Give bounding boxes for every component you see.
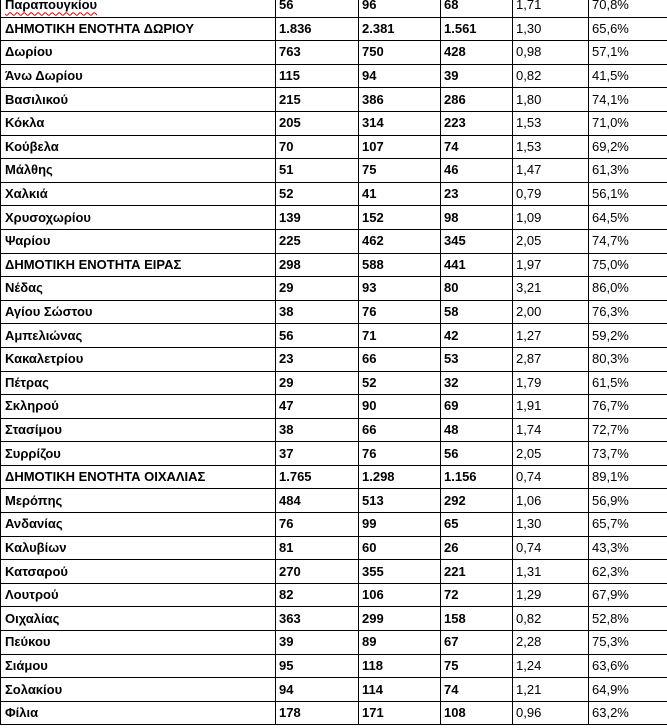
- table-row: [1, 631, 667, 655]
- table-row: [1, 371, 667, 395]
- table-cell-a: 139: [276, 206, 359, 230]
- table-cell-b: 52: [359, 371, 441, 395]
- table-cell-name: Ανδανίας: [1, 513, 276, 537]
- table-cell-c: 80: [441, 277, 513, 301]
- table-cell-name: Αμπελιώνας: [1, 324, 276, 348]
- table-cell-e: 61,5%: [589, 371, 667, 395]
- table-cell-c: 158: [441, 607, 513, 631]
- table-cell-d: 1,79: [513, 371, 589, 395]
- table-cell-b: 2.381: [359, 17, 441, 41]
- table-cell-c: 108: [441, 701, 513, 725]
- table-row: [1, 395, 667, 419]
- table-cell-b: 107: [359, 135, 441, 159]
- table-cell-name: Πέτρας: [1, 371, 276, 395]
- table-cell-e: 41,5%: [589, 64, 667, 88]
- table-cell-a: 115: [276, 64, 359, 88]
- table-cell-b: 314: [359, 111, 441, 135]
- table-cell-c: 46: [441, 159, 513, 183]
- table-cell-e: 75,3%: [589, 631, 667, 655]
- table-cell-d: 2,00: [513, 300, 589, 324]
- table-row: [1, 465, 667, 489]
- table-cell-d: 0,82: [513, 64, 589, 88]
- table-cell-c: 223: [441, 111, 513, 135]
- table-cell-name: Κατσαρού: [1, 560, 276, 584]
- table-cell-a: 763: [276, 41, 359, 65]
- table-row: [1, 277, 667, 301]
- table-cell-b: 93: [359, 277, 441, 301]
- table-cell-e: 74,1%: [589, 88, 667, 112]
- table-cell-a: 82: [276, 583, 359, 607]
- table-row: [1, 111, 667, 135]
- table-cell-d: 1,30: [513, 513, 589, 537]
- table-cell-a: 94: [276, 678, 359, 702]
- table-cell-c: 53: [441, 347, 513, 371]
- table-cell-c: 39: [441, 64, 513, 88]
- table-cell-c: 74: [441, 135, 513, 159]
- spellcheck-flagged-text: Παραπουγκίου: [5, 0, 98, 13]
- table-cell-b: 355: [359, 560, 441, 584]
- table-cell-d: 1,74: [513, 418, 589, 442]
- table-row: [1, 253, 667, 277]
- table-row: [1, 324, 667, 348]
- table-cell-b: 171: [359, 701, 441, 725]
- table-cell-name: ΔΗΜΟΤΙΚΗ ΕΝΟΤΗΤΑ ΟΙΧΑΛΙΑΣ: [1, 465, 276, 489]
- table-cell-name: Νέδας: [1, 277, 276, 301]
- table-row: [1, 489, 667, 513]
- table-row: [1, 0, 667, 17]
- table-cell-name: Βασιλικού: [1, 88, 276, 112]
- table-row: [1, 229, 667, 253]
- table-cell-b: 106: [359, 583, 441, 607]
- table-row: [1, 701, 667, 725]
- table-cell-a: 37: [276, 442, 359, 466]
- table-cell-d: 1,06: [513, 489, 589, 513]
- table-cell-name: ΔΗΜΟΤΙΚΗ ΕΝΟΤΗΤΑ ΔΩΡΙΟΥ: [1, 17, 276, 41]
- table-cell-a: 215: [276, 88, 359, 112]
- table-cell-d: 1,71: [513, 0, 589, 17]
- table-cell-e: 73,7%: [589, 442, 667, 466]
- table-cell-e: 70,8%: [589, 0, 667, 17]
- table-cell-name: Άνω Δωρίου: [1, 64, 276, 88]
- table-cell-a: 225: [276, 229, 359, 253]
- table-cell-e: 76,7%: [589, 395, 667, 419]
- table-cell-b: 94: [359, 64, 441, 88]
- table-cell-a: 39: [276, 631, 359, 655]
- table-cell-c: 58: [441, 300, 513, 324]
- table-cell-name: Χρυσοχωρίου: [1, 206, 276, 230]
- table-cell-c: 74: [441, 678, 513, 702]
- table-cell-a: 56: [276, 0, 359, 17]
- table-cell-a: 29: [276, 371, 359, 395]
- table-cell-e: 63,6%: [589, 654, 667, 678]
- table-cell-name: Σιάμου: [1, 654, 276, 678]
- table-cell-d: 1,21: [513, 678, 589, 702]
- table-cell-b: 462: [359, 229, 441, 253]
- table-cell-d: 0,96: [513, 701, 589, 725]
- table-cell-e: 71,0%: [589, 111, 667, 135]
- table-cell-d: 1,97: [513, 253, 589, 277]
- table-cell-a: 270: [276, 560, 359, 584]
- table-cell-b: 96: [359, 0, 441, 17]
- table-cell-name: Σκληρού: [1, 395, 276, 419]
- table-cell-d: 1,24: [513, 654, 589, 678]
- table-row: [1, 607, 667, 631]
- table-cell-e: 72,7%: [589, 418, 667, 442]
- table-cell-d: 1,80: [513, 88, 589, 112]
- table-cell-b: 71: [359, 324, 441, 348]
- table-cell-b: 750: [359, 41, 441, 65]
- table-cell-name: Μάλθης: [1, 159, 276, 183]
- table-cell-a: 81: [276, 536, 359, 560]
- table-row: [1, 513, 667, 537]
- table-cell-a: 363: [276, 607, 359, 631]
- table-cell-name: Στασίμου: [1, 418, 276, 442]
- table-row: [1, 159, 667, 183]
- table-cell-e: 64,9%: [589, 678, 667, 702]
- table-cell-a: 38: [276, 418, 359, 442]
- table-cell-a: 23: [276, 347, 359, 371]
- table-cell-d: 2,28: [513, 631, 589, 655]
- table-cell-d: 1,91: [513, 395, 589, 419]
- table-cell-d: 1,31: [513, 560, 589, 584]
- table-cell-d: 1,09: [513, 206, 589, 230]
- table-cell-d: 3,21: [513, 277, 589, 301]
- table-cell-c: 32: [441, 371, 513, 395]
- table-cell-c: 68: [441, 0, 513, 17]
- table-cell-b: 76: [359, 300, 441, 324]
- table-row: [1, 88, 667, 112]
- table-cell-c: 1.561: [441, 17, 513, 41]
- table-cell-a: 205: [276, 111, 359, 135]
- table-cell-b: 60: [359, 536, 441, 560]
- table-cell-e: 62,3%: [589, 560, 667, 584]
- table-cell-e: 67,9%: [589, 583, 667, 607]
- table-row: [1, 560, 667, 584]
- table-row: [1, 347, 667, 371]
- table-cell-c: 67: [441, 631, 513, 655]
- table-cell-b: 118: [359, 654, 441, 678]
- table-cell-e: 64,5%: [589, 206, 667, 230]
- table-row: [1, 654, 667, 678]
- table-cell-name: Φίλια: [1, 701, 276, 725]
- table-cell-c: 23: [441, 182, 513, 206]
- table-cell-e: 80,3%: [589, 347, 667, 371]
- table-cell-name: Κόκλα: [1, 111, 276, 135]
- table-cell-e: 63,2%: [589, 701, 667, 725]
- table-cell-e: 74,7%: [589, 229, 667, 253]
- table-cell-name: Ψαρίου: [1, 229, 276, 253]
- table-cell-a: 38: [276, 300, 359, 324]
- table-cell-c: 221: [441, 560, 513, 584]
- table-cell-b: 75: [359, 159, 441, 183]
- table-cell-b: 588: [359, 253, 441, 277]
- table-cell-name: Οιχαλίας: [1, 607, 276, 631]
- table-cell-e: 56,9%: [589, 489, 667, 513]
- table-cell-b: 386: [359, 88, 441, 112]
- table-cell-name: [1, 0, 276, 17]
- table-row: [1, 64, 667, 88]
- table-cell-b: 41: [359, 182, 441, 206]
- table-cell-d: 1,27: [513, 324, 589, 348]
- table-cell-d: 0,79: [513, 182, 589, 206]
- table-cell-a: 1.765: [276, 465, 359, 489]
- table-cell-name: Πεύκου: [1, 631, 276, 655]
- table-row: [1, 17, 667, 41]
- table-cell-a: 51: [276, 159, 359, 183]
- table-cell-name: Κακαλετρίου: [1, 347, 276, 371]
- table-cell-d: 0,74: [513, 536, 589, 560]
- table-cell-name: Χαλκιά: [1, 182, 276, 206]
- table-row: [1, 182, 667, 206]
- table-cell-d: 0,82: [513, 607, 589, 631]
- table-cell-e: 65,7%: [589, 513, 667, 537]
- table-row: [1, 135, 667, 159]
- table-cell-c: 48: [441, 418, 513, 442]
- table-cell-b: 114: [359, 678, 441, 702]
- table-cell-a: 56: [276, 324, 359, 348]
- table-cell-name: Μερόπης: [1, 489, 276, 513]
- table-row: [1, 442, 667, 466]
- table-cell-c: 292: [441, 489, 513, 513]
- table-cell-b: 99: [359, 513, 441, 537]
- table-cell-e: 56,1%: [589, 182, 667, 206]
- table-cell-b: 66: [359, 347, 441, 371]
- table-cell-name: ΔΗΜΟΤΙΚΗ ΕΝΟΤΗΤΑ ΕΙΡΑΣ: [1, 253, 276, 277]
- table-cell-d: 1,53: [513, 111, 589, 135]
- table-cell-c: 428: [441, 41, 513, 65]
- table-cell-a: 178: [276, 701, 359, 725]
- table-row: [1, 41, 667, 65]
- table-cell-d: 0,74: [513, 465, 589, 489]
- table-row: [1, 300, 667, 324]
- table-cell-b: 89: [359, 631, 441, 655]
- table-cell-e: 69,2%: [589, 135, 667, 159]
- table-cell-c: 56: [441, 442, 513, 466]
- table-cell-d: 2,87: [513, 347, 589, 371]
- table-cell-name: Λουτρού: [1, 583, 276, 607]
- table-cell-e: 52,8%: [589, 607, 667, 631]
- table-cell-c: 69: [441, 395, 513, 419]
- table-cell-a: 76: [276, 513, 359, 537]
- table-cell-a: 95: [276, 654, 359, 678]
- table-cell-a: 47: [276, 395, 359, 419]
- table-cell-e: 89,1%: [589, 465, 667, 489]
- table-cell-e: 75,0%: [589, 253, 667, 277]
- table-cell-e: 43,3%: [589, 536, 667, 560]
- table-cell-e: 76,3%: [589, 300, 667, 324]
- table-cell-d: 1,30: [513, 17, 589, 41]
- table-cell-name: Σολακίου: [1, 678, 276, 702]
- table-cell-e: 59,2%: [589, 324, 667, 348]
- table-cell-d: 0,98: [513, 41, 589, 65]
- table-cell-b: 513: [359, 489, 441, 513]
- table-cell-b: 90: [359, 395, 441, 419]
- table-cell-name: Αγίου Σώστου: [1, 300, 276, 324]
- table-cell-b: 152: [359, 206, 441, 230]
- table-cell-d: 2,05: [513, 442, 589, 466]
- table-cell-d: 1,29: [513, 583, 589, 607]
- table-cell-name: Καλυβίων: [1, 536, 276, 560]
- table-row: [1, 206, 667, 230]
- table-cell-b: 66: [359, 418, 441, 442]
- table-cell-e: 86,0%: [589, 277, 667, 301]
- table-cell-d: 1,53: [513, 135, 589, 159]
- table-cell-a: 1.836: [276, 17, 359, 41]
- table-body: [1, 0, 667, 725]
- table-cell-b: 299: [359, 607, 441, 631]
- table-cell-a: 298: [276, 253, 359, 277]
- table-cell-c: 26: [441, 536, 513, 560]
- table-row: [1, 418, 667, 442]
- table-cell-d: 2,05: [513, 229, 589, 253]
- table-cell-name: Δωρίου: [1, 41, 276, 65]
- table-cell-e: 65,6%: [589, 17, 667, 41]
- table-cell-a: 29: [276, 277, 359, 301]
- table-cell-c: 441: [441, 253, 513, 277]
- table-cell-c: 1.156: [441, 465, 513, 489]
- table-cell-b: 1.298: [359, 465, 441, 489]
- table-cell-c: 98: [441, 206, 513, 230]
- table-cell-e: 61,3%: [589, 159, 667, 183]
- table-cell-a: 70: [276, 135, 359, 159]
- table-cell-name: Συρρίζου: [1, 442, 276, 466]
- table-cell-a: 484: [276, 489, 359, 513]
- table-cell-c: 65: [441, 513, 513, 537]
- table-row: [1, 678, 667, 702]
- table-cell-c: 75: [441, 654, 513, 678]
- table-cell-b: 76: [359, 442, 441, 466]
- table-row: [1, 536, 667, 560]
- table-cell-name: Κούβελα: [1, 135, 276, 159]
- table-cell-c: 345: [441, 229, 513, 253]
- table-cell-d: 1,47: [513, 159, 589, 183]
- table-cell-c: 42: [441, 324, 513, 348]
- table-cell-c: 72: [441, 583, 513, 607]
- table-cell-c: 286: [441, 88, 513, 112]
- table-row: [1, 583, 667, 607]
- table-cell-e: 57,1%: [589, 41, 667, 65]
- table-cell-a: 52: [276, 182, 359, 206]
